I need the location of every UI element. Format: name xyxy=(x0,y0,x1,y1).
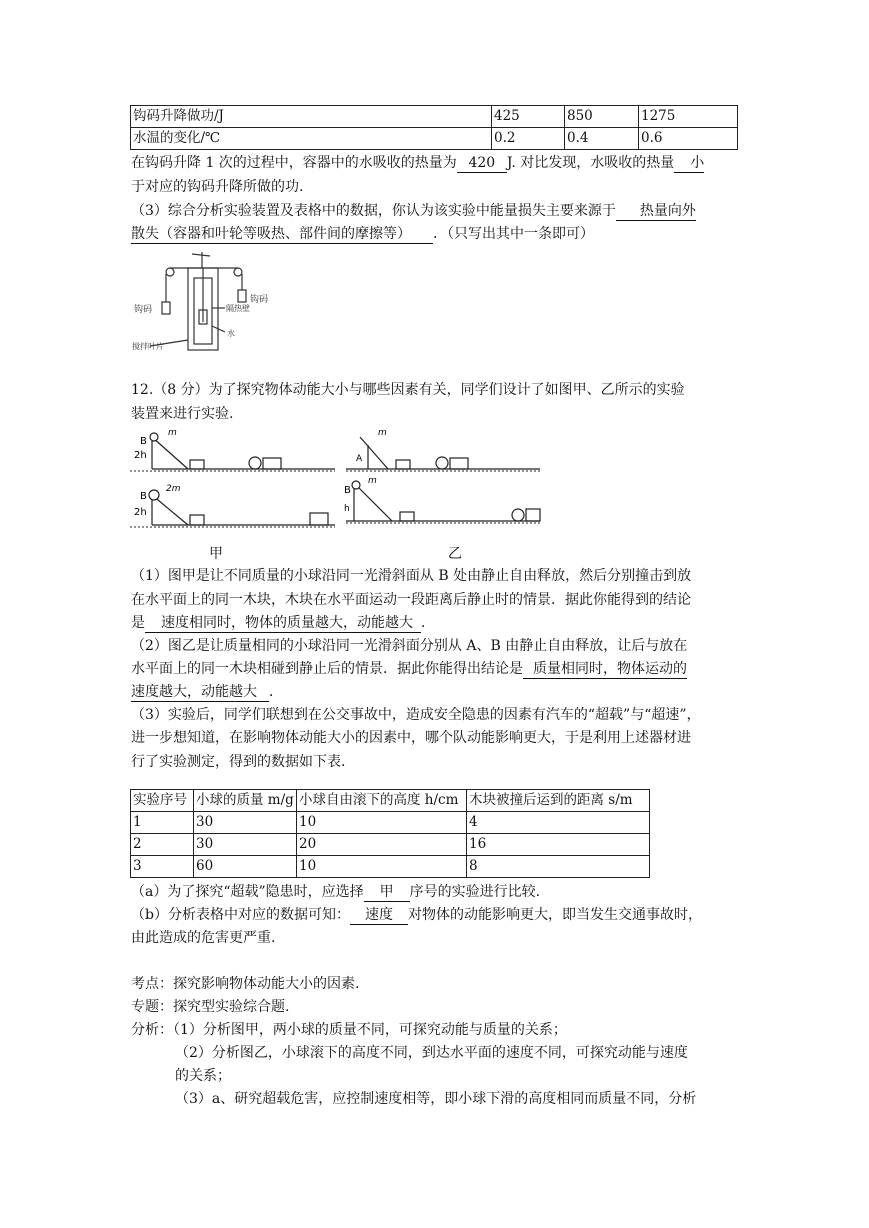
weight-label-right: 钩码 xyxy=(250,295,269,305)
figure-label-jia: 甲 xyxy=(209,546,223,562)
table-cell: 0.2 xyxy=(492,128,565,150)
table-cell: 850 xyxy=(565,106,639,128)
q12-a-line xyxy=(131,882,741,902)
table-cell: 0.4 xyxy=(565,128,639,150)
table-cell: 4 xyxy=(467,812,650,834)
q12-title: 12.（8 分）为了探究物体动能大小与哪些因素有关，同学们设计了如图甲、乙所示的实验 xyxy=(131,382,685,398)
q11-line-2: 于对应的钩码升降所做的功. xyxy=(131,179,304,195)
paddle-label: 搅拌叶片 xyxy=(132,342,164,351)
table-cell: 16 xyxy=(467,834,650,856)
label-B: B xyxy=(140,491,147,502)
q11-line-4 xyxy=(131,224,741,244)
water-label: 水 xyxy=(227,329,235,338)
q12-p3-line-2: 进一步想知道，在影响物体动能大小的因素中，哪个队动能影响更大，于是利用上述器材进 xyxy=(131,730,691,746)
text: ． xyxy=(269,684,283,700)
label-2h: 2h xyxy=(134,507,147,518)
table-row xyxy=(131,834,650,856)
q12-p1-line-3 xyxy=(131,613,741,633)
q12-b-line-2: 由此造成的危害更严重. xyxy=(131,930,276,946)
q12-p2-line-1: （2）图乙是让质量相同的小球沿同一光滑斜面分别从 A、B 由静止自由释放，让后与放在 xyxy=(131,638,688,654)
table-row xyxy=(131,812,650,834)
apparatus-figure xyxy=(130,250,285,355)
work-temperature-table xyxy=(130,105,738,150)
q11-line-3 xyxy=(131,201,741,221)
table-header-row xyxy=(131,790,650,812)
table-cell: 水温的变化/℃ xyxy=(131,128,492,150)
table-cell: 0.6 xyxy=(639,128,738,150)
table-row xyxy=(131,128,738,150)
experiment-data-table xyxy=(130,789,650,878)
table-cell: 60 xyxy=(194,856,297,878)
zhuanti: 专题：探究型实验综合题. xyxy=(131,999,290,1015)
table-cell: 8 xyxy=(467,856,650,878)
table-header: 木块被撞后运到的距离 s/m xyxy=(467,790,650,812)
label-m: m xyxy=(378,428,387,438)
label-m: m xyxy=(368,476,377,486)
kaodian: 考点：探究影响物体动能大小的因素. xyxy=(131,976,360,992)
table-row xyxy=(131,856,650,878)
fenxi-2b: 的关系； xyxy=(175,1068,231,1084)
label-2h: 2h xyxy=(134,450,147,461)
text: 水平面上的同一木块相碰到静止后的情景．据此你能得出结论是 xyxy=(131,661,523,677)
answer-blank: 小 xyxy=(674,154,704,173)
table-cell: 3 xyxy=(131,856,194,878)
table-cell: 1275 xyxy=(639,106,738,128)
label-2m: 2m xyxy=(166,484,181,494)
table-header: 小球的质量 m/g xyxy=(194,790,297,812)
table-header: 实验序号 xyxy=(131,790,194,812)
text: 在钩码升降 1 次的过程中，容器中的水吸收的热量为 xyxy=(131,155,457,171)
table-cell: 钩码升降做功/J xyxy=(131,106,492,128)
text: ．（只写出其中一条即可） xyxy=(433,226,594,242)
text: （b）分析表格中对应的数据可知： xyxy=(131,907,350,923)
weight-label-left: 钩码 xyxy=(134,305,153,315)
q12-p3-line-3: 行了实验测定，得到的数据如下表. xyxy=(131,754,346,770)
q12-b-line xyxy=(131,905,741,925)
answer-blank: 速度 xyxy=(350,906,408,925)
table-cell: 10 xyxy=(297,812,467,834)
text: （a）为了探究“超载”隐患时，应选择 xyxy=(131,884,364,900)
table-cell: 425 xyxy=(492,106,565,128)
q12-p2-line-3 xyxy=(131,682,741,702)
table-cell: 30 xyxy=(194,834,297,856)
label-B: B xyxy=(140,436,147,447)
answer-blank: 热量向外 xyxy=(616,202,696,221)
answer-blank: 速度越大，动能越大 xyxy=(131,683,269,702)
fenxi-1: 分析：（1）分析图甲，两小球的质量不同，可探究动能与质量的关系； xyxy=(131,1022,567,1038)
q12-p1-line-1: （1）图甲是让不同质量的小球沿同一光滑斜面从 B 处由静止自由释放，然后分别撞击到放 xyxy=(131,568,692,584)
q12-title-2: 装置来进行实验. xyxy=(131,406,234,422)
text: 是 xyxy=(131,615,145,631)
label-B: B xyxy=(344,485,351,496)
table-cell: 1 xyxy=(131,812,194,834)
figure-label-yi: 乙 xyxy=(448,546,462,562)
insulation-label: 隔热壁 xyxy=(226,304,250,313)
ramp-figure xyxy=(130,425,550,560)
table-cell: 20 xyxy=(297,834,467,856)
table-cell: 10 xyxy=(297,856,467,878)
table-header: 小球自由滚下的高度 h/cm xyxy=(297,790,467,812)
answer-blank: 质量相同时，物体运动的 xyxy=(523,660,687,679)
fenxi-2: （2）分析图乙，小球滚下的高度不同，到达水平面的速度不同，可探究动能与速度 xyxy=(175,1045,688,1061)
q11-line-1 xyxy=(131,153,741,173)
fenxi-3: （3）a、研究超载危害，应控制速度相等，即小球下滑的高度相同而质量不同，分析 xyxy=(175,1091,697,1107)
answer-blank: 速度相同时，物体的质量越大，动能越大 xyxy=(145,614,421,633)
answer-blank: 甲 xyxy=(364,883,410,902)
q12-p2-line-2 xyxy=(131,659,741,679)
label-m: m xyxy=(168,428,177,438)
text: ． xyxy=(421,615,435,631)
text: （3）综合分析实验装置及表格中的数据，你认为该实验中能量损失主要来源于 xyxy=(131,203,616,219)
answer-blank: 420 xyxy=(457,154,507,173)
label-A: A xyxy=(356,454,363,464)
table-cell: 30 xyxy=(194,812,297,834)
text: 对物体的动能影响更大，即当发生交通事故时， xyxy=(407,907,702,923)
table-row xyxy=(131,106,738,128)
q12-p3-line-1: （3）实验后，同学们联想到在公交事故中，造成安全隐患的因素有汽车的“超载”与“超速”， xyxy=(131,707,701,723)
text: 序号的实验进行比较. xyxy=(409,884,541,900)
answer-blank: 散失（容器和叶轮等吸热、部件间的摩擦等） xyxy=(131,225,433,244)
table-cell: 2 xyxy=(131,834,194,856)
text: J. 对比发现，水吸收的热量 xyxy=(506,155,675,171)
label-h: h xyxy=(344,504,350,514)
q12-p1-line-2: 在水平面上的同一木块，木块在水平面运动一段距离后静止时的情景．据此你能得到的结论 xyxy=(131,592,691,608)
